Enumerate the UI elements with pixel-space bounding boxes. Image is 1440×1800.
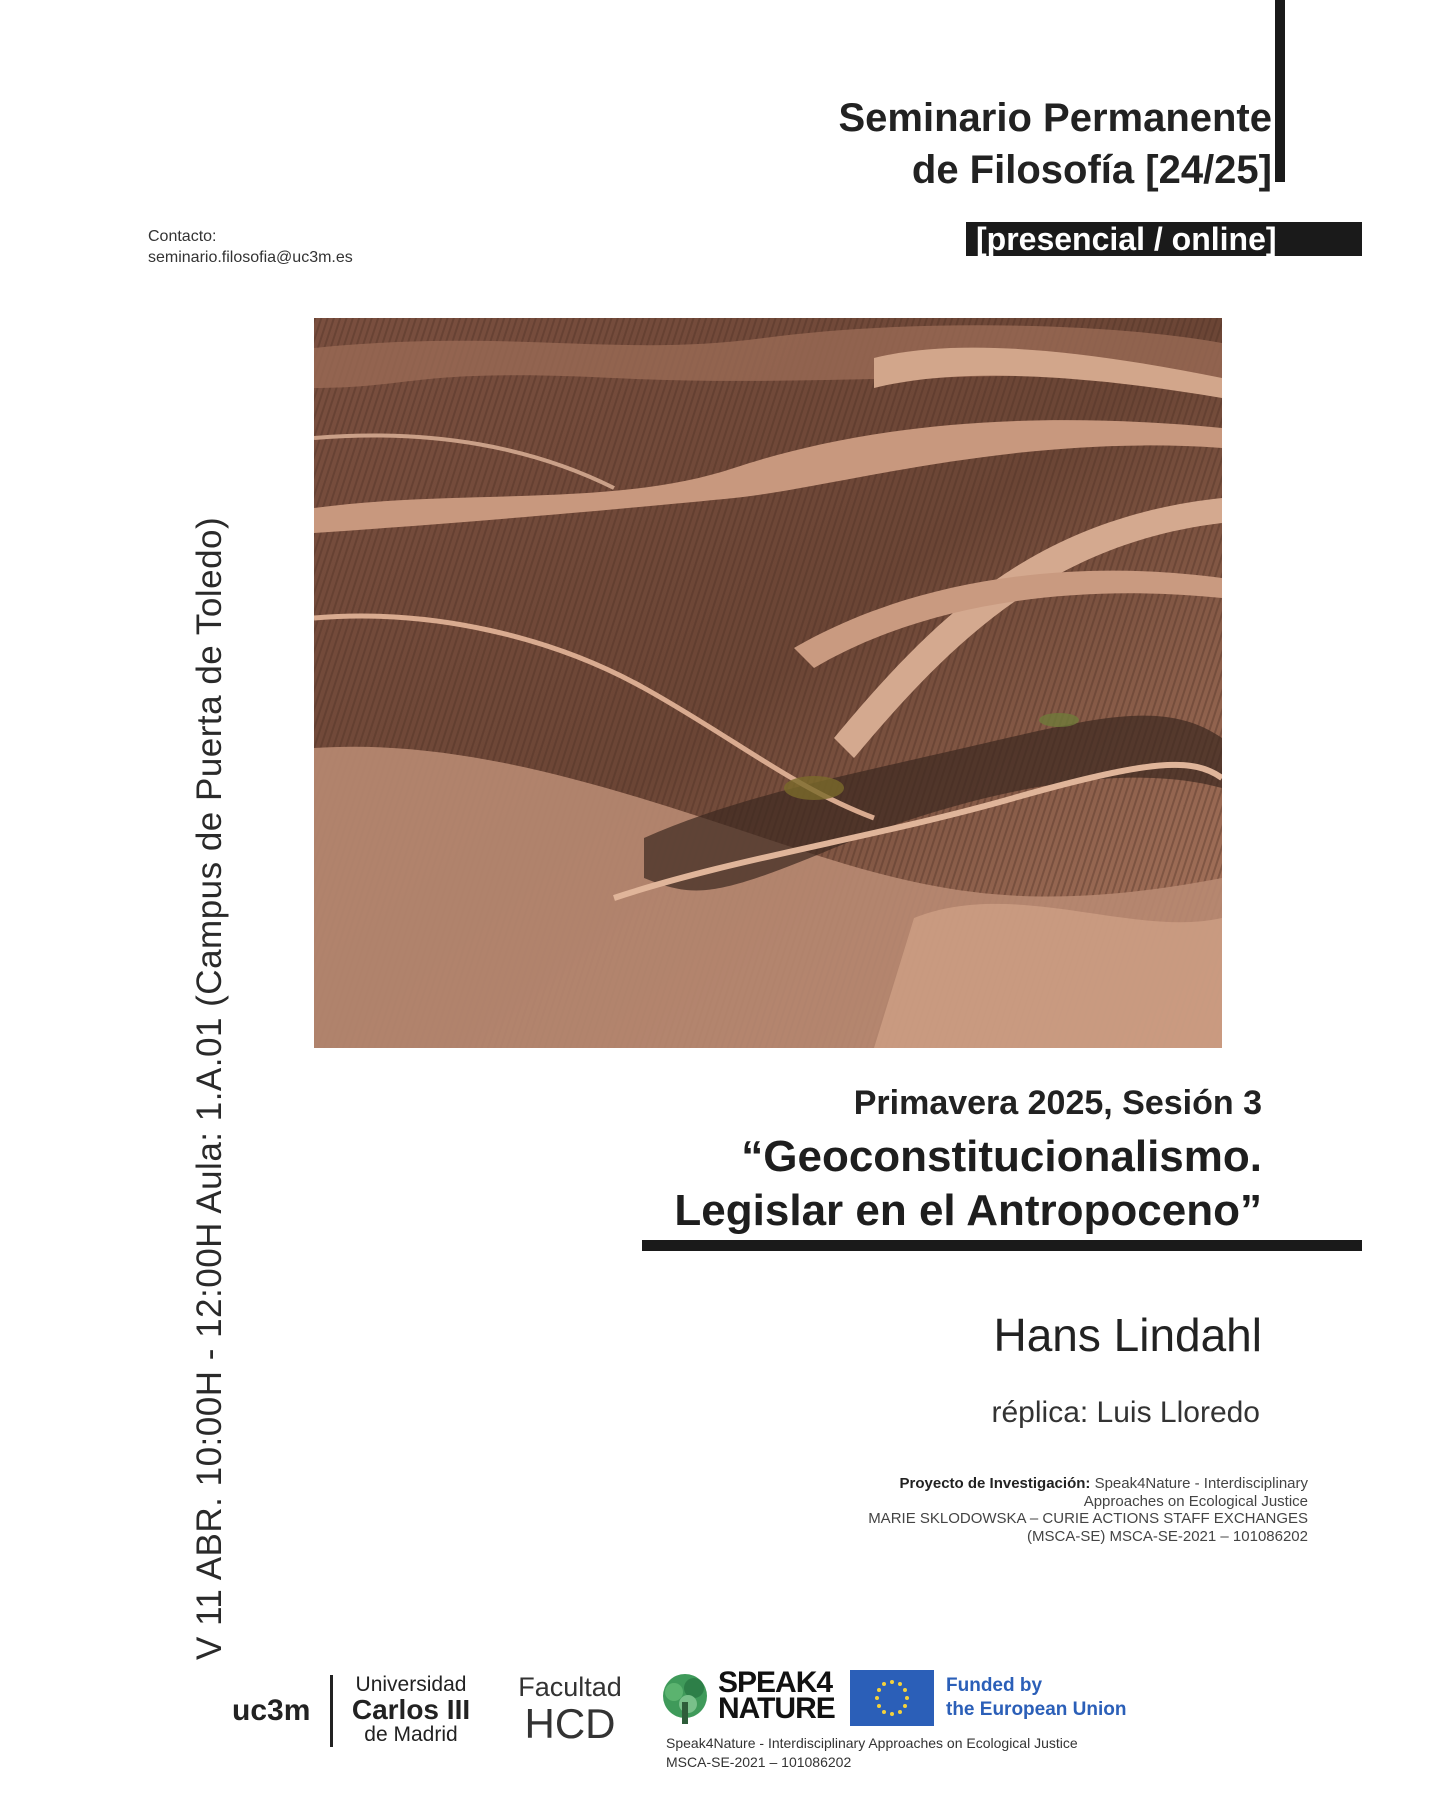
university-name [346, 1672, 476, 1747]
uc3m-logo: uc3m [232, 1694, 311, 1727]
reply-speaker: réplica: Luis Lloredo [991, 1396, 1260, 1429]
seminar-title [572, 92, 1272, 196]
title-underline [642, 1240, 1362, 1251]
speaker-name: Hans Lindahl [993, 1309, 1262, 1361]
project-line2: Approaches on Ecological Justice [1083, 1492, 1308, 1510]
speak-sub2: MSCA-SE-2021 – 101086202 [666, 1754, 852, 1770]
eu-funding-text [946, 1674, 1127, 1722]
university-l3: de Madrid [364, 1723, 458, 1746]
seminar-title-line1: Seminario Permanente [838, 96, 1272, 140]
talk-title [462, 1130, 1262, 1238]
mode-badge: [presencial / online] [966, 222, 1362, 256]
speak-l1: SPEAK4 [718, 1666, 833, 1699]
mine-aerial-photo [314, 318, 1222, 1048]
contact-email: seminario.filosofia@uc3m.es [148, 249, 353, 266]
contact-block [148, 226, 353, 268]
eu-l1: Funded by [946, 1675, 1043, 1696]
project-name-1: Speak4Nature - Interdisciplinary [1094, 1475, 1308, 1492]
tree-icon [658, 1672, 712, 1726]
eu-flag-icon [850, 1670, 934, 1726]
seminar-title-line2: de Filosofía [24/25] [911, 148, 1272, 192]
talk-title-line2: Legislar en el Antropoceno” [674, 1186, 1262, 1235]
project-line1 [748, 1475, 1308, 1493]
speak4nature-subtitle [666, 1734, 1078, 1772]
speak-l2: NATURE [718, 1692, 835, 1725]
faculty-l1: Facultad [518, 1672, 622, 1702]
faculty-l2: HCD [524, 1700, 616, 1747]
session-label: Primavera 2025, Sesión 3 [853, 1084, 1262, 1122]
talk-title-line1: “Geoconstitucionalismo. [741, 1132, 1262, 1181]
project-line4: (MSCA-SE) MSCA-SE-2021 – 101086202 [1027, 1527, 1308, 1545]
speak4nature-logo [718, 1666, 835, 1725]
date-time-location: V 11 ABR. 10:00H - 12:00H Aula: 1.A.01 (Campus de Puerta de Toledo) [190, 516, 229, 1660]
eu-l2: the European Union [946, 1699, 1127, 1720]
university-l1: Universidad [355, 1673, 467, 1696]
decorative-vertical-bar [1275, 0, 1285, 182]
project-info [748, 1475, 1308, 1545]
speak-sub1: Speak4Nature - Interdisciplinary Approaches on Ecological Justice [666, 1735, 1078, 1751]
contact-label: Contacto: [148, 228, 217, 245]
project-line3: MARIE SKLODOWSKA – CURIE ACTIONS STAFF EXCHANGES [868, 1510, 1308, 1527]
logo-divider [330, 1675, 333, 1747]
faculty-logo [510, 1672, 630, 1746]
project-label: Proyecto de Investigación: [899, 1475, 1091, 1492]
university-l2: Carlos III [351, 1694, 471, 1725]
